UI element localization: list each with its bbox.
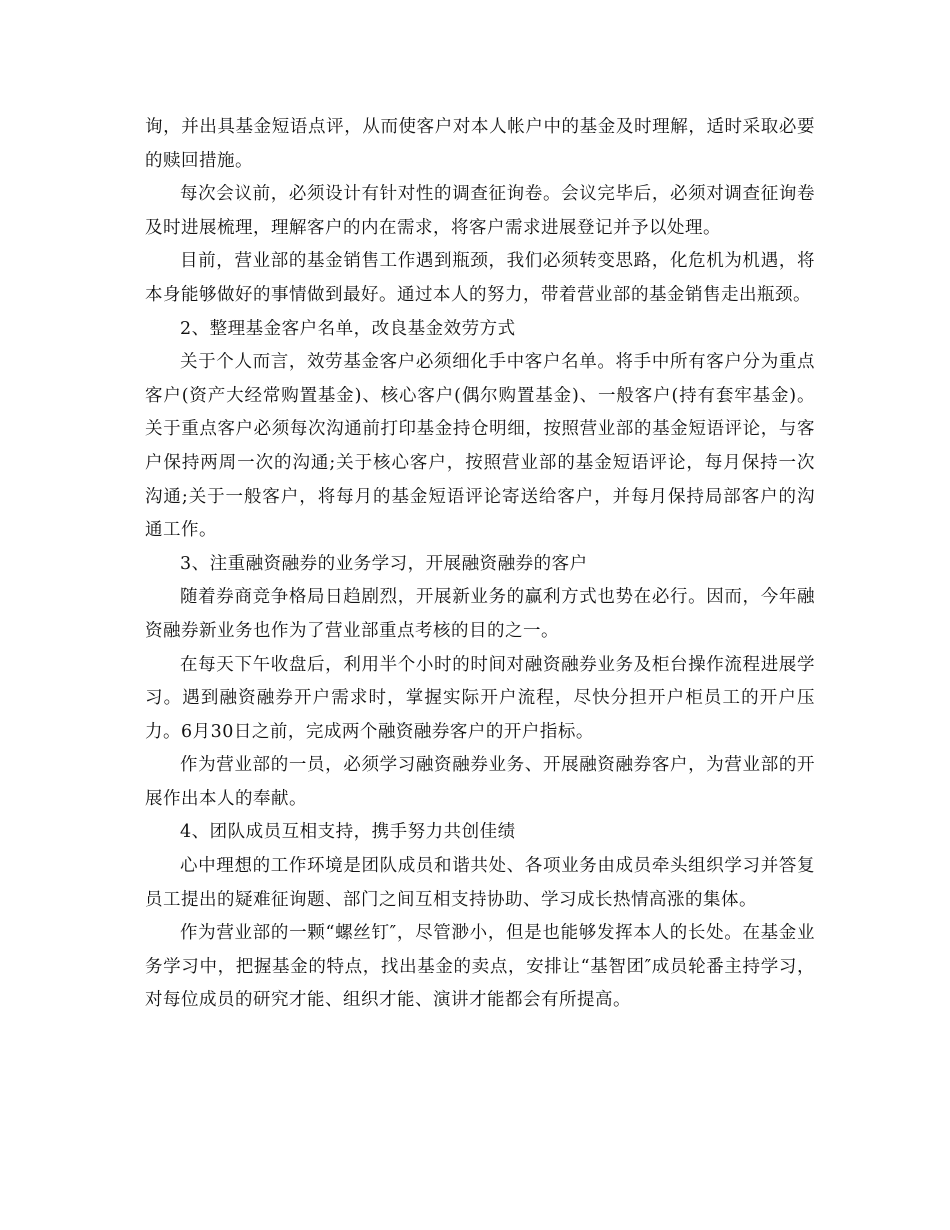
- section-heading-3: 3、注重融资融券的业务学习，开展融资融券的客户: [180, 553, 588, 574]
- section-heading-4: 4、团队成员互相支持，携手努力共创佳绩: [180, 822, 516, 843]
- section-heading-2: 2、整理基金客户名单，改良基金效劳方式: [180, 318, 516, 339]
- paragraph-team-environment: 心中理想的工作环境是团队成员和谐共处、各项业务由成员牵头组织学习并答复员工提出的疑难征询题、部门之间互相支持协助、学习成长热情高涨的集体。: [145, 856, 815, 910]
- paragraph-bottleneck: 目前，营业部的基金销售工作遇到瓶颈，我们必须转变思路，化危机为机遇，将本身能够做好的事情做到最好。通过本人的努力，带着营业部的基金销售走出瓶颈。: [145, 251, 815, 305]
- paragraph-continuation: 询，并出具基金短语点评，从而使客户对本人帐户中的基金及时理解，适时采取必要的赎回措施。: [145, 117, 815, 171]
- paragraph-survey: 每次会议前，必须设计有针对性的调查征询卷。会议完毕后，必须对调查征询卷及时进展梳理，理解客户的内在需求，将客户需求进展登记并予以处理。: [145, 184, 815, 238]
- paragraph-contribution: 作为营业部的一员，必须学习融资融券业务、开展融资融券客户，为营业部的开展作出本人的奉献。: [145, 755, 815, 809]
- paragraph-competition: 随着券商竞争格局日趋剧烈，开展新业务的赢利方式也势在必行。因而，今年融资融券新业务也作为了营业部重点考核的目的之一。: [145, 587, 815, 641]
- paragraph-study-plan: 在每天下午收盘后，利用半个小时的时间对融资融券业务及柜台操作流程进展学习。遇到融资融券开户需求时，掌握实际开户流程，尽快分担开户柜员工的开户压力。6月30日之前，完成两个融资融券客户的开户指标。: [145, 654, 815, 742]
- paragraph-client-list: 关于个人而言，效劳基金客户必须细化手中客户名单。将手中所有客户分为重点客户(资产大经常购置基金)、核心客户(偶尔购置基金)、一般客户(持有套牢基金)。关于重点客户必须每次沟通前打印基金持仓明细，按照营业部的基金短语评论，与客户保持两周一次的沟通;关于核心客户，按照营业部的基金短语评论，每月保持一次沟通;关于一般客户，将每月的基金短语评论寄送给客户，并每月保持局部客户的沟通工作。: [145, 352, 815, 541]
- paragraph-screw: 作为营业部的一颗“螺丝钉″，尽管渺小，但是也能够发挥本人的长处。在基金业务学习中，把握基金的特点，找出基金的卖点，安排让“基智团″成员轮番主持学习，对每位成员的研究才能、组织才能、演讲才能都会有所提高。: [145, 923, 815, 1011]
- document-body: [145, 111, 815, 1018]
